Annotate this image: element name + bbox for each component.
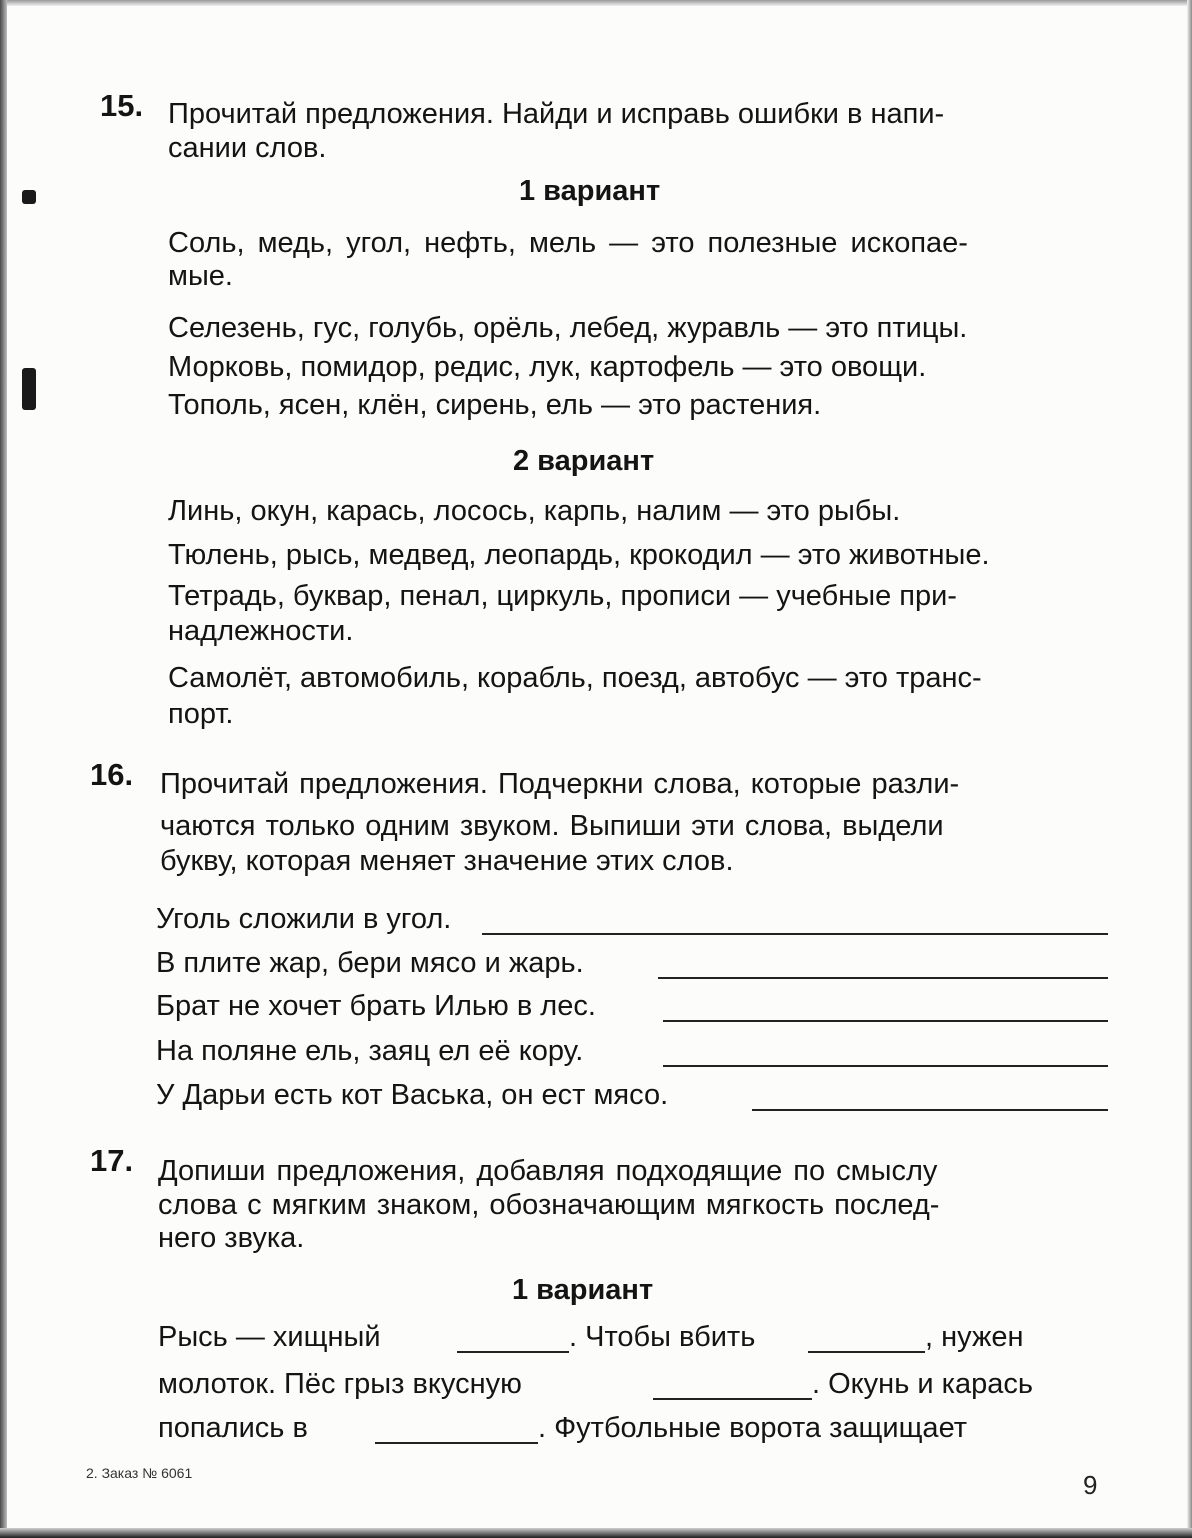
task-number: 17. [90,1143,134,1178]
sentence-line: надлежности. [168,615,354,647]
sentence-line: мые. [168,260,233,292]
sentence-line: Самолёт, автомобиль, корабль, поезд, автобус — это транс- [168,662,982,694]
variant-heading: 1 вариант [519,175,661,207]
answer-line[interactable] [658,977,1108,979]
task-intro-line: Допиши предложения, добавляя подходящие по смыслу [158,1155,938,1187]
sentence-line: Морковь, помидор, редис, лук, картофель — это овощи. [168,351,927,383]
variant-heading: 2 вариант [513,445,655,477]
page-edge-left [0,0,7,1538]
binding-mark [22,190,36,204]
sentence-line: У Дарьи есть кот Васька, он ест мясо. [156,1079,669,1111]
page-edge-bottom [0,1528,1192,1538]
answer-line[interactable] [663,1065,1108,1067]
page-edge-top [0,0,1192,6]
answer-blank[interactable] [375,1442,538,1444]
sentence-line: Уголь сложили в угол. [156,903,452,935]
task-intro-line: букву, которая меняет значение этих слов. [160,845,734,877]
sentence-line: попались в [158,1412,308,1444]
sentence-line: порт. [168,698,234,730]
task-intro-line: слова с мягким знаком, обозначающим мягкость послед- [158,1189,940,1221]
task-intro-line: сании слов. [168,132,327,164]
binding-mark [22,368,36,410]
sentence-line: В плите жар, бери мясо и жарь. [156,947,584,979]
sentence-line: молоток. Пёс грыз вкусную [158,1368,522,1400]
sentence-line: , нужен [925,1321,1024,1353]
task-intro-line: Прочитай предложения. Подчеркни слова, которые разли- [160,768,960,800]
sentence-line: Тетрадь, буквар, пенал, циркуль, прописи — учебные при- [168,580,957,612]
print-order-label: 2. Заказ № 6061 [86,1465,193,1481]
answer-line[interactable] [482,933,1108,935]
sentence-line: На поляне ель, заяц ел её кору. [156,1035,584,1067]
variant-heading: 1 вариант [512,1274,654,1306]
sentence-line: . Футбольные ворота защищает [538,1412,968,1444]
sentence-line: . Чтобы вбить [569,1321,756,1353]
task-number: 16. [90,757,134,792]
answer-blank[interactable] [653,1398,812,1400]
answer-blank[interactable] [808,1351,925,1353]
task-intro-line: него звука. [158,1222,305,1254]
answer-line[interactable] [752,1109,1108,1111]
sentence-line: . Окунь и карась [812,1368,1033,1400]
sentence-line: Линь, окун, карась, лосось, карпь, налим — это рыбы. [168,495,901,527]
sentence-line: Рысь — хищный [158,1321,381,1353]
page-number: 9 [1083,1470,1098,1500]
answer-line[interactable] [663,1020,1108,1022]
sentence-line: Селезень, гус, голубь, орёль, лебед, журавль — это птицы. [168,312,968,344]
answer-blank[interactable] [457,1351,569,1353]
sentence-line: Тополь, ясен, клён, сирень, ель — это растения. [168,389,822,421]
sentence-line: Соль, медь, угол, нефть, мель — это полезные ископае- [168,227,968,259]
task-number: 15. [100,88,144,123]
task-intro-line: чаются только одним звуком. Выпиши эти слова, выдели [160,810,944,842]
task-intro-line: Прочитай предложения. Найди и исправь ошибки в напи- [168,98,945,130]
sentence-line: Брат не хочет брать Илью в лес. [156,990,596,1022]
sentence-line: Тюлень, рысь, медвед, леопардь, крокодил — это животные. [168,539,990,571]
